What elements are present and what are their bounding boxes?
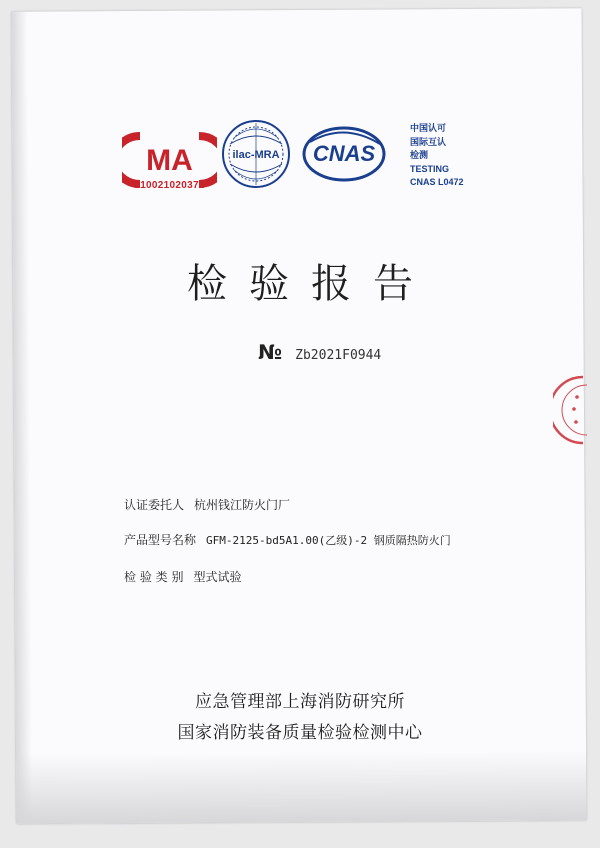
field-value: 型式试验	[193, 570, 242, 584]
svg-text:CNAS: CNAS	[312, 141, 376, 166]
cma-number: 210021020372	[134, 180, 205, 191]
issuer-line-2: 国家消防装备质量检验检测中心	[177, 723, 423, 743]
report-title: 检验报告	[187, 261, 435, 307]
cnas-caption-line: TESTING	[410, 163, 450, 174]
svg-text:MA: MA	[146, 144, 193, 177]
accreditation-logos	[122, 110, 502, 200]
issuer-line-1: 应急管理部上海消防研究所	[195, 692, 405, 712]
cnas-caption-line: 检测	[410, 150, 429, 160]
field-label: 产品型号名称	[124, 533, 197, 547]
cnas-caption	[410, 122, 464, 190]
cnas-caption-line: 国际互认	[410, 136, 447, 147]
field-label: 检 验 类 别	[124, 570, 184, 584]
field-label: 认证委托人	[124, 498, 185, 512]
ilac-mra-logo	[220, 118, 292, 190]
field-value: 杭州钱江防火门厂	[194, 498, 291, 512]
report-number-value: Zb2021F0944	[295, 348, 382, 363]
field-test-type	[124, 568, 241, 585]
cnas-caption-line: 中国认可	[410, 123, 447, 133]
cnas-logo	[298, 124, 390, 184]
cnas-caption-line: CNAS L0472	[410, 177, 464, 187]
report-number	[258, 340, 381, 364]
partial-seal-stamp	[553, 375, 593, 445]
field-client	[124, 496, 290, 513]
number-sign: №	[258, 340, 283, 364]
scan-shadow-bottom	[16, 750, 586, 823]
svg-text:ilac-MRA: ilac-MRA	[232, 149, 280, 161]
field-value: GFM-2125-bd5A1.00(乙级)-2 钢质隔热防火门	[206, 534, 451, 547]
field-product	[124, 531, 451, 548]
